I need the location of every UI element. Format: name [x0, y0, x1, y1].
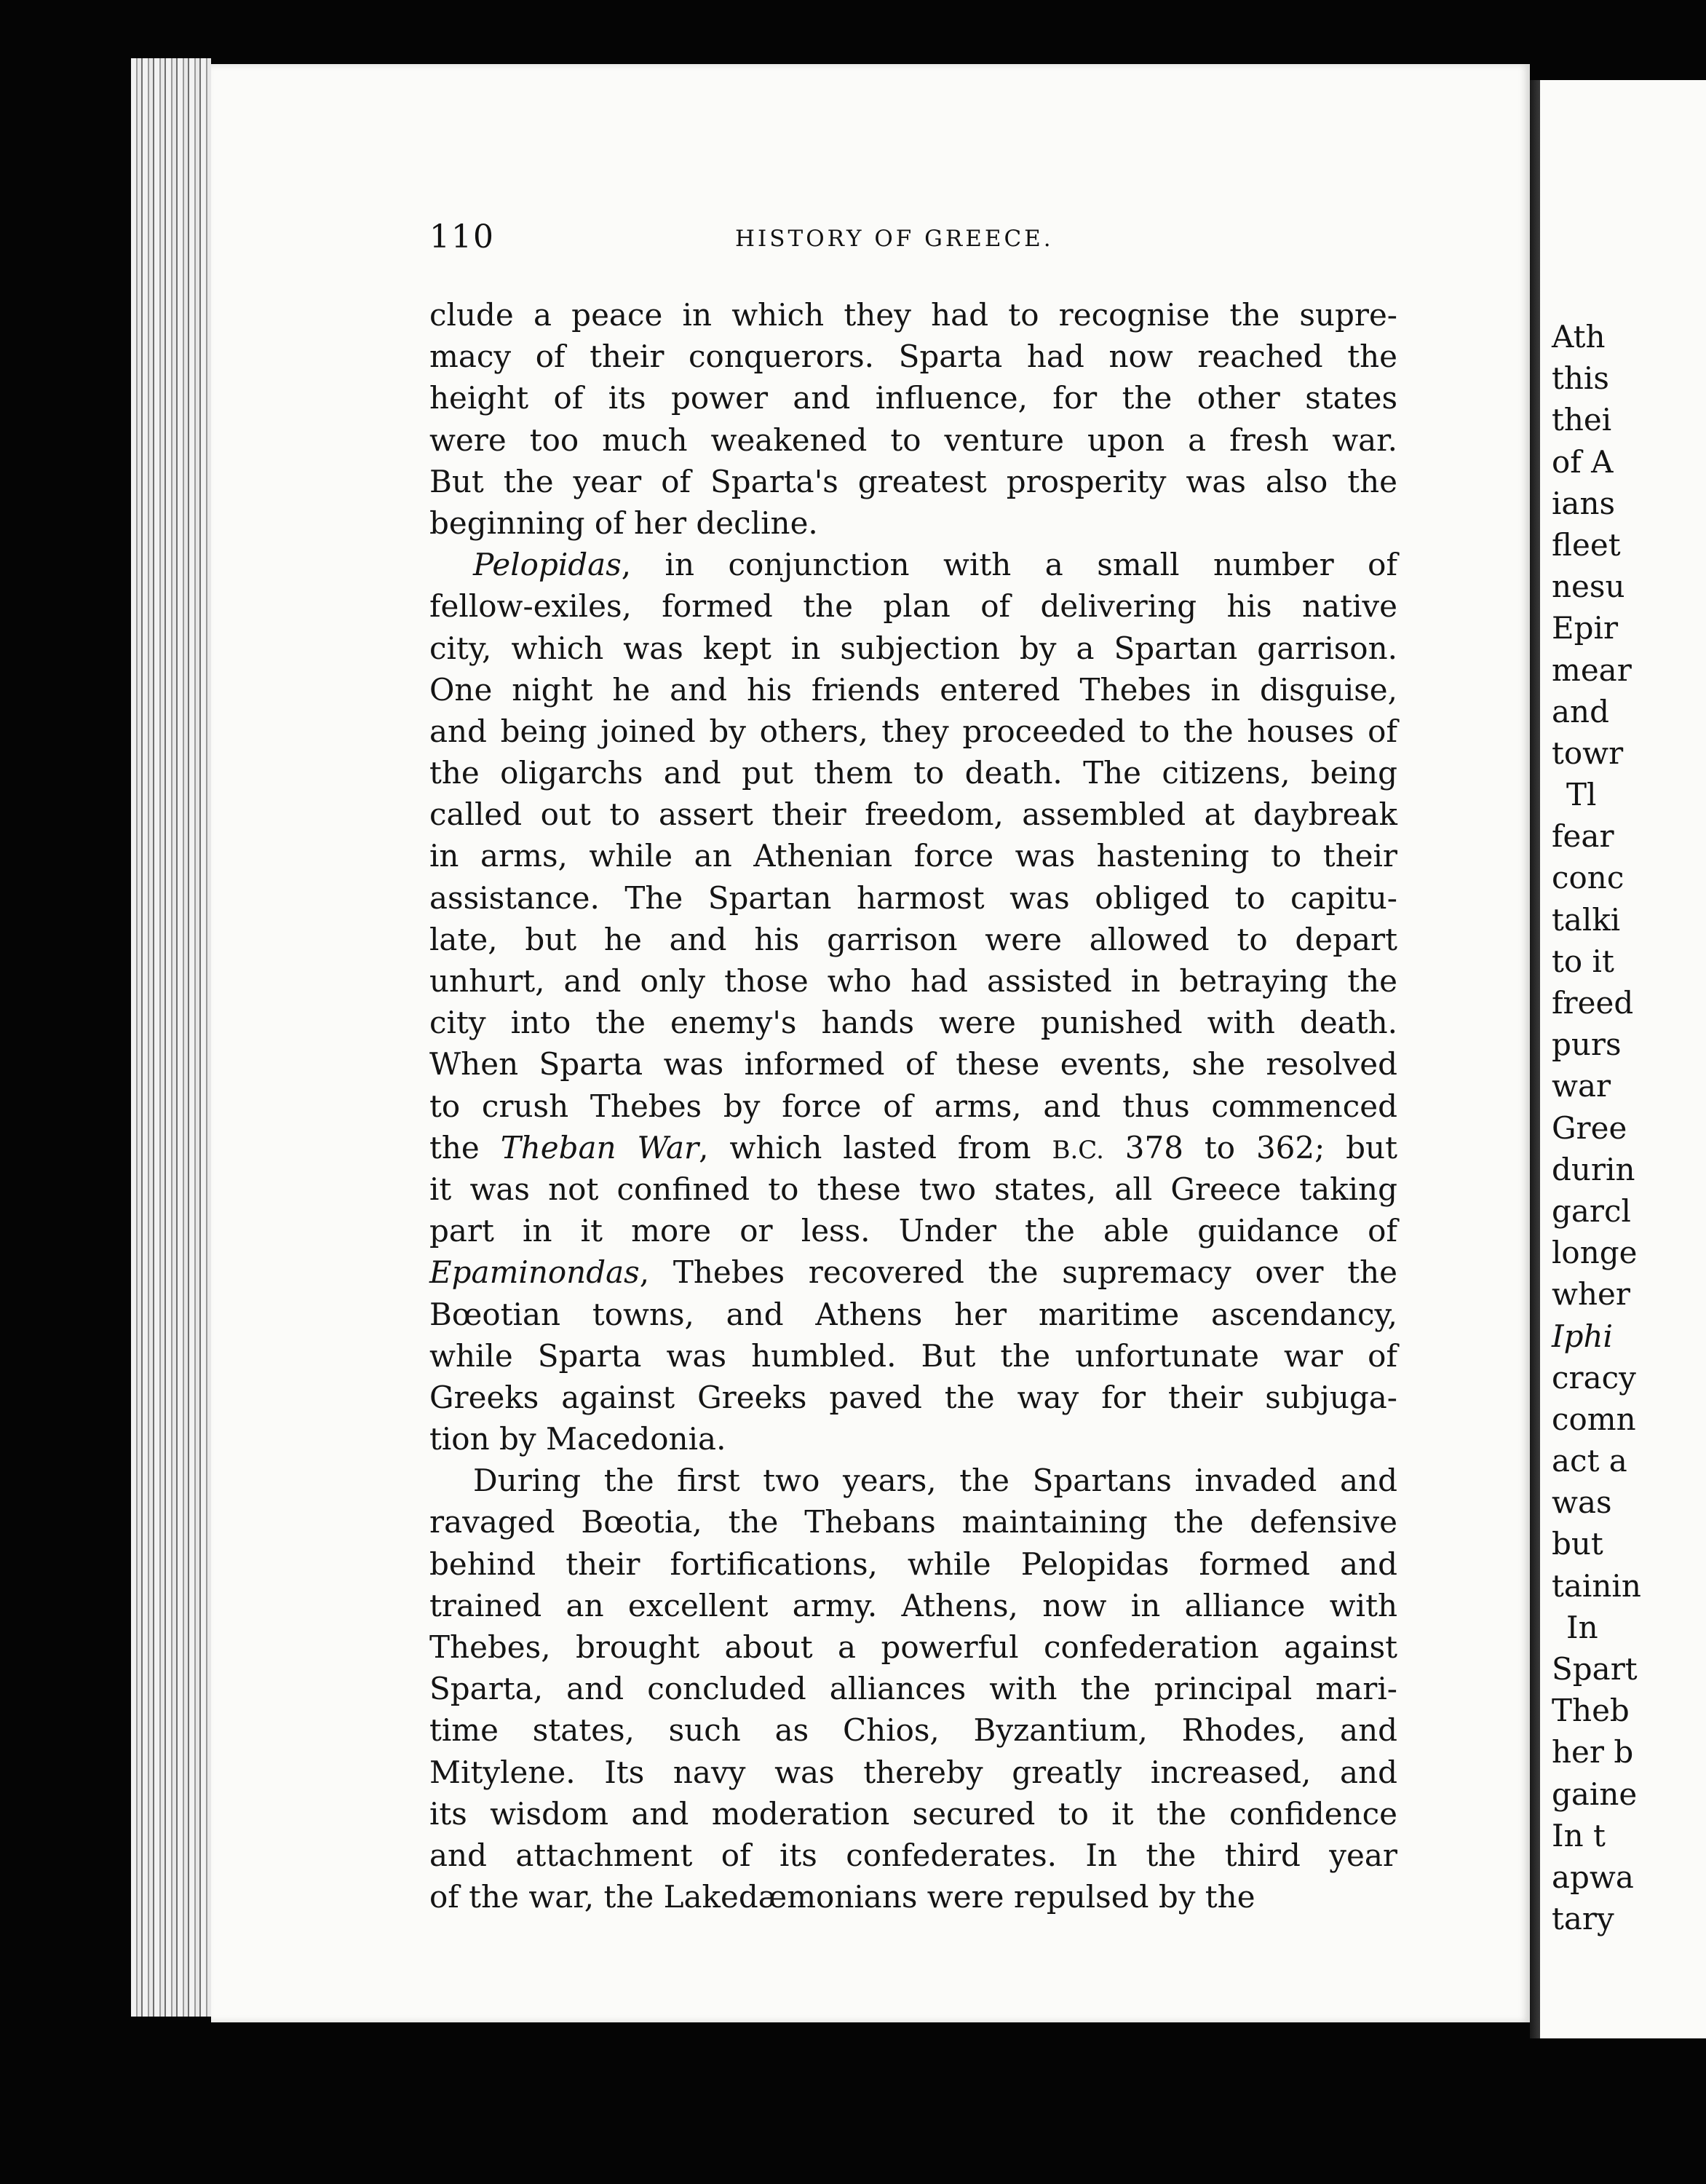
right-text-line: longe	[1552, 1235, 1638, 1271]
right-text-line: In	[1566, 1609, 1598, 1645]
text-line: unhurt, and only those who had assisted in betraying the	[429, 963, 1397, 999]
text-line: Mitylene. Its navy was thereby greatly increased, and	[429, 1754, 1397, 1790]
right-text-line: but	[1552, 1526, 1603, 1562]
right-text-line: fleet	[1552, 526, 1621, 563]
right-text-line: cracy	[1552, 1359, 1636, 1396]
right-text-line: Spart	[1552, 1651, 1638, 1687]
right-text-line: to it	[1552, 943, 1614, 979]
right-text-line: thei	[1552, 402, 1612, 438]
text-line: One night he and his friends entered Thebes in disguise,	[429, 671, 1397, 708]
text-line: of the war, the Lakedæmonians were repulsed by the	[429, 1879, 1255, 1915]
right-text-line: garcl	[1552, 1192, 1631, 1229]
right-text-line: durin	[1552, 1151, 1635, 1187]
text-line: Greeks against Greeks paved the way for their subjuga-	[429, 1379, 1397, 1415]
text-line: city into the enemy's hands were punished with death.	[429, 1005, 1397, 1041]
text-line: time states, such as Chios, Byzantium, Rhodes, and	[429, 1712, 1397, 1749]
right-text-line: of A	[1552, 443, 1614, 480]
text-line: city, which was kept in subjection by a Spartan garrison.	[429, 630, 1397, 666]
right-text-line: talki	[1552, 901, 1621, 938]
right-text-line: fear	[1552, 818, 1614, 855]
text-line: its wisdom and moderation secured to it the confidence	[429, 1795, 1397, 1832]
right-text-line: freed	[1552, 985, 1634, 1021]
text-line: During the first two years, the Spartans invaded and	[473, 1463, 1397, 1499]
text-line: it was not confined to these two states, all Greece taking	[429, 1171, 1397, 1207]
right-text-line: was	[1552, 1484, 1612, 1521]
right-text-line: apwa	[1552, 1859, 1634, 1895]
text-line: trained an excellent army. Athens, now in alliance with	[429, 1587, 1397, 1623]
right-text-line: ians	[1552, 485, 1616, 521]
text-line: late, but he and his garrison were allowed to depart	[429, 921, 1397, 957]
right-text-line: towr	[1552, 735, 1624, 771]
right-text-line: Tl	[1566, 777, 1597, 813]
right-text-line: war	[1552, 1068, 1611, 1104]
text-line: in arms, while an Athenian force was hastening to their	[429, 838, 1397, 874]
text-line: macy of their conquerors. Sparta had now reached the	[429, 339, 1397, 375]
book-spine	[1530, 80, 1540, 2038]
text-line: But the year of Sparta's greatest prosperity was also the	[429, 463, 1397, 499]
text-line: Thebes, brought about a powerful confederation against	[429, 1629, 1397, 1665]
right-text-line: wher	[1552, 1276, 1630, 1313]
text-line: the oligarchs and put them to death. The citizens, being	[429, 755, 1397, 791]
text-line: were too much weakened to venture upon a fresh war.	[429, 422, 1397, 458]
text-line: Epaminondas, Thebes recovered the supremacy over the	[429, 1254, 1397, 1291]
right-page-text	[1552, 316, 1706, 1939]
text-line: height of its power and influence, for the other states	[429, 380, 1397, 416]
text-line: called out to assert their freedom, assembled at daybreak	[429, 796, 1397, 833]
right-text-line: her b	[1552, 1734, 1634, 1770]
right-text-line: In t	[1552, 1817, 1606, 1853]
right-text-line: act a	[1552, 1443, 1627, 1479]
text-line: Pelopidas, in conjunction with a small number of	[473, 547, 1397, 583]
right-text-line: purs	[1552, 1026, 1622, 1063]
page-header	[429, 218, 1390, 262]
text-line: clude a peace in which they had to recognise the supre-	[429, 297, 1397, 333]
text-line: to crush Thebes by force of arms, and thus commenced	[429, 1088, 1397, 1124]
right-text-line: Gree	[1552, 1109, 1627, 1146]
right-text-line: conc	[1552, 860, 1624, 896]
text-line: Sparta, and concluded alliances with the principal mari-	[429, 1671, 1397, 1707]
text-line: the Theban War, which lasted from B.C. 378 to 362; but	[429, 1129, 1397, 1166]
right-text-line: gaine	[1552, 1776, 1638, 1812]
right-text-line: tary	[1552, 1901, 1614, 1937]
right-text-line: Theb	[1552, 1693, 1630, 1729]
text-line: and attachment of its confederates. In the third year	[429, 1837, 1397, 1873]
right-text-line: this	[1552, 360, 1609, 397]
page-stack-edge	[131, 58, 211, 2017]
text-line: assistance. The Spartan harmost was obliged to capitu-	[429, 879, 1397, 916]
text-line: ravaged Bœotia, the Thebans maintaining the defensive	[429, 1504, 1397, 1540]
text-line: fellow-exiles, formed the plan of delivering his native	[429, 588, 1397, 625]
main-text-block	[429, 294, 1397, 1918]
right-text-line: Epir	[1552, 610, 1619, 646]
right-text-line: tainin	[1552, 1567, 1641, 1604]
right-text-line: mear	[1552, 652, 1632, 688]
text-line: When Sparta was informed of these events, she resolved	[429, 1046, 1397, 1083]
right-text-line: nesu	[1552, 569, 1625, 605]
text-line: tion by Macedonia.	[429, 1421, 726, 1457]
right-text-line: comn	[1552, 1401, 1636, 1437]
text-line: part in it more or less. Under the able guidance of	[429, 1213, 1397, 1249]
right-text-line: and	[1552, 693, 1609, 729]
right-text-line: Iphi	[1552, 1318, 1613, 1354]
text-line: behind their fortifications, while Pelopidas formed and	[429, 1546, 1397, 1582]
page-number: 110	[429, 218, 495, 256]
running-head: HISTORY OF GREECE.	[735, 226, 1054, 252]
text-line: beginning of her decline.	[429, 505, 818, 541]
text-line: while Sparta was humbled. But the unfortunate war of	[429, 1337, 1397, 1374]
right-text-line: Ath	[1552, 319, 1606, 355]
text-line: and being joined by others, they proceeded to the houses of	[429, 713, 1397, 749]
text-line: Bœotian towns, and Athens her maritime ascendancy,	[429, 1296, 1397, 1332]
